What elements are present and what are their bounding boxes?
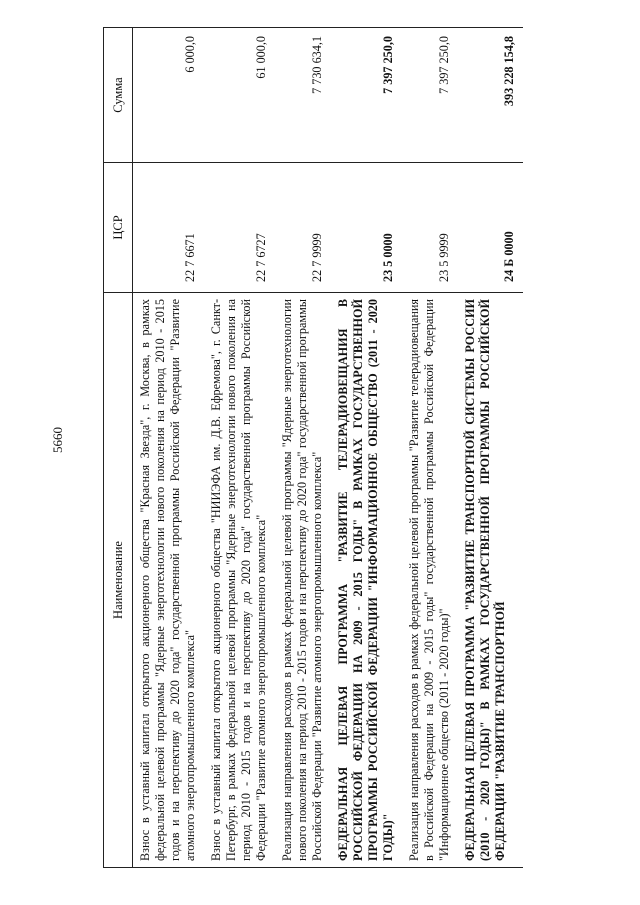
page-number: 5660 xyxy=(50,427,65,453)
header-code: ЦСР xyxy=(104,163,133,293)
row-name: ФЕДЕРАЛЬНАЯ ЦЕЛЕВАЯ ПРОГРАММА "РАЗВИТИЕ ТРАНСПОРТНОЙ СИСТЕМЫ РОССИИ (2010 - 2020 ГОДЫ)" В РАМКАХ ГОСУДАРСТВЕННОЙ ПРОГРАММЫ РОССИЙСКОЙ ФЕДЕРАЦИИ "РАЗВИТИЕ ТРАНСПОРТНОЙ xyxy=(458,293,523,868)
table-row xyxy=(402,28,458,868)
row-sum: 6 000,0 xyxy=(133,28,205,163)
row-code: 22 7 9999 xyxy=(275,163,331,293)
row-name: Взнос в уставный капитал открытого акционерного общества "НИИЭФА им. Д.В. Ефремова", г. Санкт-Петербург, в рамках федеральной целевой программы "Ядерные энерготехнологии нового поколения на период 2010 - 2015 годов и на перспективу до 2020 года" государственной программы Российской Федерации "Развитие атомного энергопромышленного комплекса" xyxy=(204,293,275,868)
table-header-row xyxy=(104,28,133,868)
row-code: 23 5 0000 xyxy=(331,163,402,293)
row-name: Реализация направления расходов в рамках федеральной целевой программы "Развитие телерадиовещания в Российской Федерации на 2009 - 2015 годы" государственной программы Российской Федерации "Информационное общество (2011 - 2020 годы)" xyxy=(402,293,458,868)
row-code: 22 7 6727 xyxy=(204,163,275,293)
row-name: Взнос в уставный капитал открытого акционерного общества "Красная Звезда", г. Москва, в рамках федеральной целевой программы "Ядерные энерготехнологии нового поколения на период 2010 - 2015 годов и на перспективу до 2020 года" государственной программы Российской Федерации "Развитие атомного энергопромышленного комплекса" xyxy=(133,293,205,868)
table-row xyxy=(133,28,205,868)
header-sum: Сумма xyxy=(104,28,133,163)
budget-table xyxy=(103,27,523,868)
row-name: Реализация направления расходов в рамках федеральной целевой программы "Ядерные энерготехнологии нового поколения на период 2010 - 2015 годов и на перспективу до 2020 года" государственной программы Российской Федерации "Развитие атомного энергопромышленного комплекса" xyxy=(275,293,331,868)
header-name: Наименование xyxy=(104,293,133,868)
row-code: 23 5 9999 xyxy=(402,163,458,293)
row-code: 24 Б 0000 xyxy=(458,163,523,293)
row-sum: 61 000,0 xyxy=(204,28,275,163)
row-sum: 7 730 634,1 xyxy=(275,28,331,163)
row-sum: 7 397 250,0 xyxy=(331,28,402,163)
row-sum: 7 397 250,0 xyxy=(402,28,458,163)
table-row xyxy=(204,28,275,868)
table-row xyxy=(275,28,331,868)
table-row-program xyxy=(458,28,523,868)
row-sum: 393 228 154,8 xyxy=(458,28,523,163)
row-name: ФЕДЕРАЛЬНАЯ ЦЕЛЕВАЯ ПРОГРАММА "РАЗВИТИЕ ТЕЛЕРАДИОВЕЩАНИЯ В РОССИЙСКОЙ ФЕДЕРАЦИИ НА 2009 - 2015 ГОДЫ" В РАМКАХ ГОСУДАРСТВЕННОЙ ПРОГРАММЫ РОССИЙСКОЙ ФЕДЕРАЦИИ "ИНФОРМАЦИОННОЕ ОБЩЕСТВО (2011 - 2020 ГОДЫ)" xyxy=(331,293,402,868)
row-code: 22 7 6671 xyxy=(133,163,205,293)
rotated-page xyxy=(103,28,623,868)
table-row-program xyxy=(331,28,402,868)
